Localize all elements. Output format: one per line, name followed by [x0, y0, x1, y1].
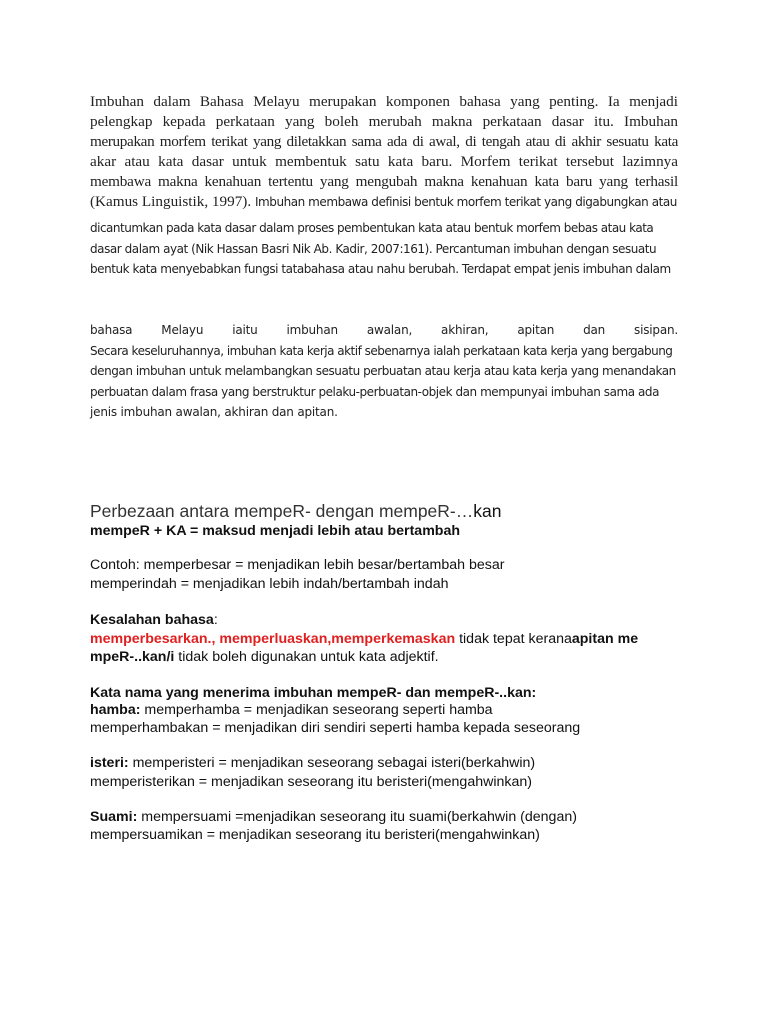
section-heading: [90, 500, 501, 522]
intro-sans-line: dasar dalam ayat (Nik Hassan Basri Nik Ab. Kadir, 2007:161). Percantuman imbuhan dengan sesuatu: [90, 241, 657, 256]
intro-sans-line: dicantumkan pada kata dasar dalam proses pembentukan kata atau bentuk morfem bebas atau kata: [90, 221, 654, 235]
intro-continuation: [90, 218, 678, 280]
heading-part: antara mempeR- dengan mempeR-…: [174, 501, 474, 521]
word: sisipan.: [634, 323, 678, 337]
example-label: isteri:: [90, 755, 129, 771]
intro-line: membawa makna kenahuan tertentu yang mengubah makna kenahuan kata baru yang terhasil: [90, 173, 678, 190]
intro-line: Imbuhan dalam Bahasa Melayu merupakan komponen bahasa yang penting. Ia menjadi: [90, 93, 678, 110]
intro-line: akar atau kata dasar untuk membentuk satu kata baru. Morfem terikat tersebut lazimnya: [90, 153, 678, 170]
example-label: Suami:: [90, 809, 138, 825]
example-label: hamba:: [90, 702, 141, 718]
example-line: [90, 701, 493, 719]
example-line: [90, 754, 535, 772]
second-paragraph-line: dengan imbuhan untuk melambangkan sesuatu perbuatan atau kerja atau kata kerja yang menandakan: [90, 364, 676, 378]
heading-part: kan: [473, 501, 502, 521]
word: bahasa: [90, 323, 133, 337]
kesalahan-line-2: [90, 648, 439, 666]
contoh-line: memperindah = menjadikan lebih indah/bertambah indah: [90, 576, 449, 592]
example-text: memperhamba = menjadikan seseorang seperti hamba: [140, 702, 493, 718]
kesalahan-text: tidak boleh digunakan untuk kata adjektif.: [174, 649, 439, 665]
kata-nama-heading: Kata nama yang menerima imbuhan mempeR- dan mempeR-..kan:: [90, 685, 537, 701]
citation-kamus: (Kamus Linguistik, 1997).: [90, 193, 252, 210]
second-paragraph: [90, 320, 678, 423]
word: akhiran,: [441, 323, 489, 337]
word: iaitu: [232, 323, 258, 337]
word: dan: [583, 323, 606, 337]
intro-mixed-line: [90, 192, 678, 212]
error-words: memperbesarkan., memperluaskan,memperkemaskan: [90, 631, 456, 647]
example-line: memperisterikan = menjadikan seseorang itu beristeri(mengahwinkan): [90, 774, 532, 790]
word: awalan,: [366, 323, 413, 337]
word: apitan: [517, 323, 555, 337]
second-paragraph-line: perbuatan dalam frasa yang berstruktur pelaku-perbuatan-objek dan mempunyai imbuhan sama ada: [90, 384, 659, 399]
intro-sans-tail: Imbuhan membawa definisi bentuk morfem terikat yang digabungkan atau: [254, 195, 677, 209]
intro-sans-line: bentuk kata menyebabkan fungsi tatabahasa atau nahu berubah. Terdapat empat jenis imbuhan dalam: [90, 262, 671, 276]
second-paragraph-first-line: [90, 320, 678, 341]
intro-line: merupakan morfem terikat yang diletakkan sama ada di awal, di tengah atau di akhir sesuatu kata: [90, 133, 678, 150]
section-subheading: mempeR + KA = maksud menjadi lebih atau bertambah: [90, 523, 461, 539]
contoh-line: Contoh: memperbesar = menjadikan lebih besar/bertambah besar: [90, 557, 505, 573]
second-paragraph-line: Secara keseluruhannya, imbuhan kata kerja aktif sebenarnya ialah perkataan kata kerja yang bergabung: [90, 343, 673, 358]
kesalahan-bold: apitan me: [571, 631, 639, 647]
kesalahan-label: Kesalahan bahasa: [90, 612, 214, 628]
word: Melayu: [161, 323, 204, 337]
example-line: [90, 808, 577, 826]
kesalahan-heading: [90, 611, 218, 629]
second-paragraph-line: jenis imbuhan awalan, akhiran dan apitan.: [90, 405, 338, 419]
example-text: mempersuami =menjadikan seseorang itu suami(berkahwin (dengan): [137, 809, 577, 825]
heading-part: Perbezaan: [90, 501, 175, 521]
kesalahan-line-1: [90, 630, 638, 648]
kesalahan-text: tidak tepat kerana: [455, 631, 572, 647]
word: imbuhan: [286, 323, 338, 337]
intro-line: pelengkap kepada perkataan yang boleh merubah makna perkataan dasar itu. Imbuhan: [90, 113, 678, 130]
example-line: memperhambakan = menjadikan diri sendiri seperti hamba kepada seseorang: [90, 720, 581, 736]
intro-paragraph: [90, 92, 678, 212]
kesalahan-bold: mpeR-..kan/i: [90, 649, 175, 665]
example-line: mempersuamikan = menjadikan seseorang itu beristeri(mengahwinkan): [90, 827, 540, 843]
example-text: memperisteri = menjadikan seseorang sebagai isteri(berkahwin): [128, 755, 536, 771]
kesalahan-colon: :: [213, 612, 218, 628]
